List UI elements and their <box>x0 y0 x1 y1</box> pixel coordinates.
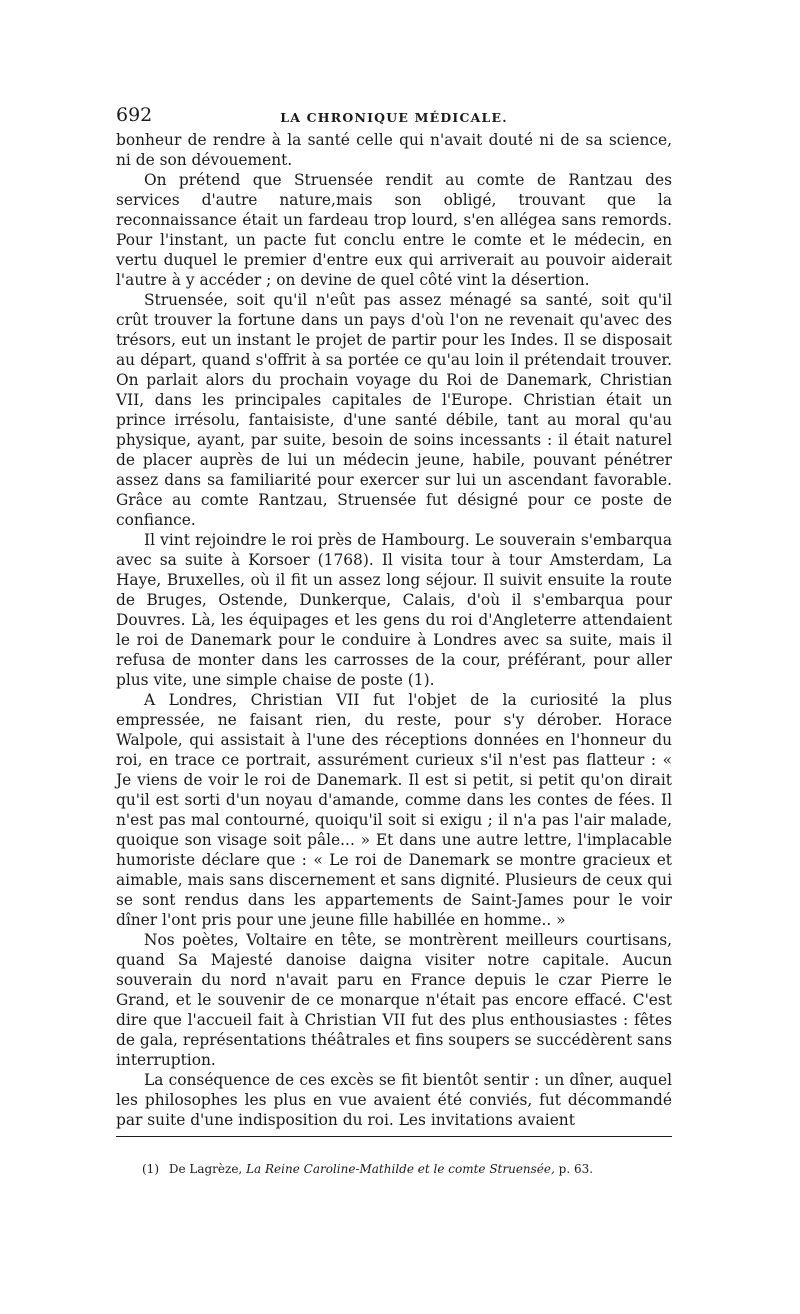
paragraph-continuation: bonheur de rendre à la santé celle qui n'avait douté ni de sa science, ni de son dévouement. <box>116 131 672 169</box>
footnote-page: p. 63. <box>558 1162 594 1176</box>
footnote-title: La Reine Caroline-Mathilde et le comte Struensée, <box>246 1162 555 1176</box>
footnote-divider <box>116 1136 672 1137</box>
body-text <box>116 130 672 1130</box>
paragraph: La conséquence de ces excès se fit bientôt sentir : un dîner, auquel les philosophes les plus en vue avaient été conviés, fut décommandé par suite d'une indisposition du roi. Les invitations avaient <box>116 1071 672 1129</box>
footnote <box>116 1161 672 1177</box>
journal-title: LA CHRONIQUE MÉDICALE. <box>280 110 508 125</box>
paragraph: Nos poètes, Voltaire en tête, se montrèrent meilleurs courtisans, quand Sa Majesté danoise daigna visiter notre capitale. Aucun souverain du nord n'avait paru en France depuis le czar Pierre le Grand, et le souvenir de ce monarque n'était pas encore effacé. C'est dire que l'accueil fait à Christian VII fut des plus enthousiastes : fêtes de gala, représentations théâtrales et fins soupers se succédèrent sans interruption. <box>116 931 672 1069</box>
footnote-marker: (1) <box>142 1162 159 1176</box>
paragraph: Struensée, soit qu'il n'eût pas assez ménagé sa santé, soit qu'il crût trouver la fortune dans un pays d'où l'on ne revenait qu'avec des trésors, eut un instant le projet de partir pour les Indes. Il se disposait au départ, quand s'offrit à sa portée ce qu'au loin il prétendait trouver. On parlait alors du prochain voyage du Roi de Danemark, Christian VII, dans les principales capitales de l'Europe. Christian était un prince irrésolu, fantaisiste, d'une santé débile, tant au moral qu'au physique, ayant, par suite, besoin de soins incessants : il était naturel de placer auprès de lui un médecin jeune, habile, pouvant pénétrer assez dans sa familiarité pour exercer sur lui un ascendant favorable. Grâce au comte Rantzau, Struensée fut désigné pour ce poste de confiance. <box>116 291 672 529</box>
paragraph: Il vint rejoindre le roi près de Hambourg. Le souverain s'embarqua avec sa suite à Korsoer (1768). Il visita tour à tour Amsterdam, La Haye, Bruxelles, où il fit un assez long séjour. Il suivit ensuite la route de Bruges, Ostende, Dunkerque, Calais, d'où il s'embarqua pour Douvres. Là, les équipages et les gens du roi d'Angleterre attendaient le roi de Danemark pour le conduire à Londres avec sa suite, mais il refusa de monter dans les carrosses de la cour, préférant, pour aller plus vite, une simple chaise de poste (1). <box>116 531 672 689</box>
paragraph: A Londres, Christian VII fut l'objet de la curiosité la plus empressée, ne faisant rien, du reste, pour s'y dérober. Horace Walpole, qui assistait à l'une des réceptions données en l'honneur du roi, en trace ce portrait, assurément curieux s'il n'est pas flatteur : « Je viens de voir le roi de Danemark. Il est si petit, si petit qu'on dirait qu'il est sorti d'un noyau d'amande, comme dans les contes de fées. Il n'est pas mal contourné, quoiqu'il soit si exigu ; il n'a pas l'air malade, quoique son visage soit pâle... » Et dans une autre lettre, l'implacable humoriste déclare que : « Le roi de Danemark se montre gracieux et aimable, mais sans discernement et sans dignité. Plusieurs de ceux qui se sont rendus dans les appartements de Saint-James pour le voir dîner l'ont pris pour une jeune fille habillée en homme.. » <box>116 691 672 929</box>
running-head <box>116 100 672 130</box>
page-number: 692 <box>116 104 153 126</box>
footnote-author: De Lagrèze, <box>168 1162 243 1176</box>
paragraph: On prétend que Struensée rendit au comte de Rantzau des services d'autre nature,mais son obligé, trouvant que la reconnaissance était un fardeau trop lourd, s'en allégea sans remords. Pour l'instant, un pacte fut conclu entre le comte et le médecin, en vertu duquel le premier d'entre eux qui arriverait au pouvoir aiderait l'autre à y accéder ; on devine de quel côté vint la désertion. <box>116 171 672 289</box>
page <box>116 100 672 1177</box>
